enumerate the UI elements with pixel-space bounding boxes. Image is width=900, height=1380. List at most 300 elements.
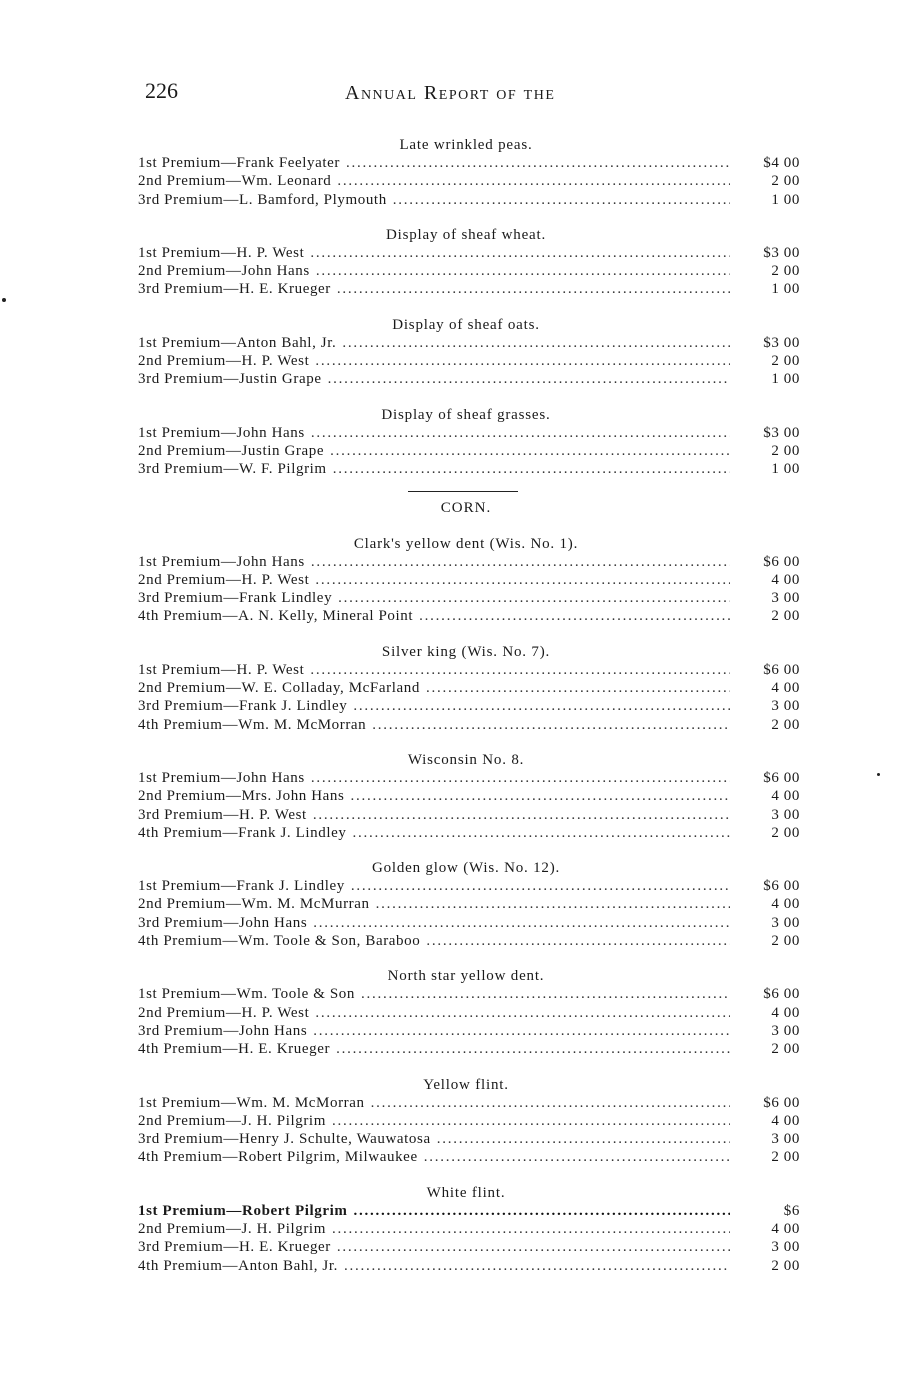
dot-leader [315,571,730,589]
dot-leader [337,280,730,298]
premium-row [138,172,800,190]
premium-row [138,1148,800,1166]
dot-leader [352,824,730,842]
premium-label [138,553,305,571]
premium-label [138,1148,418,1166]
premium-amount: 3 00 [771,698,800,715]
premium-dash: — [223,806,239,823]
premium-row [138,1112,800,1130]
premium-place: 3rd [138,698,160,715]
premium-place: 3rd [138,590,160,607]
premium-amount: 3 00 [771,1131,800,1148]
premium-row [138,806,800,824]
premium-row [138,553,800,571]
premium-amount: 4 00 [771,1220,800,1237]
premium-place: 4th [138,608,159,625]
premium-row [138,787,800,805]
dot-leader [332,1220,730,1238]
section-title: North star yellow dent. [387,968,545,985]
premium-word: Premium [162,1202,227,1219]
premium-place: 1st [138,878,158,895]
premium-label [138,769,305,787]
dot-leader [313,914,730,932]
premium-amount: 4 00 [771,680,800,697]
premium-winner: Frank J. Lindley [236,878,345,895]
section-title: Silver king (Wis. No. 7). [381,643,551,660]
premium-dash: — [225,173,242,190]
premium-word: Premium [164,698,224,715]
dot-leader [371,1094,730,1112]
premium-dash: — [225,263,242,280]
premium-label [138,679,420,697]
dot-leader [316,262,730,280]
premium-word: Premium [166,263,226,280]
dot-leader [330,442,730,460]
premium-word: Premium [161,424,221,441]
premium-label [138,1238,331,1256]
premium-winner: Robert Pilgrim, Milwaukee [238,1149,418,1166]
premium-label [138,280,331,298]
premium-dash: — [225,1112,242,1129]
premium-amount: 4 00 [771,1112,800,1129]
premium-winner: Wm. Toole & Son, Baraboo [238,933,421,950]
premium-label [138,370,322,388]
dot-leader [313,806,730,824]
premium-word: Premium [161,553,221,570]
premium-word: Premium [166,788,226,805]
premium-place: 2nd [138,1112,163,1129]
premium-label [138,334,336,352]
section-title: Wisconsin No. 8. [407,751,525,768]
dot-leader [336,1040,730,1058]
premium-dash: — [222,824,239,841]
premium-winner: Frank J. Lindley [238,698,348,715]
premium-amount: 2 00 [771,173,800,190]
premium-place: 2nd [138,263,163,280]
premium-word: Premium [161,878,221,895]
premium-winner: Anton Bahl, Jr. [238,1257,338,1274]
dot-leader [344,1257,730,1275]
premium-row [138,571,800,589]
premium-place: 1st [138,424,158,441]
premium-place: 3rd [138,461,160,478]
premium-row [138,895,800,913]
premium-amount: 3 00 [771,1239,800,1256]
premium-place: 2nd [138,788,163,805]
premium-place: 2nd [138,571,163,588]
premium-row [138,352,800,370]
premium-winner: J. H. Pilgrim [241,1112,326,1129]
premium-word: Premium [164,461,224,478]
premium-dash: — [223,914,239,931]
premium-label [138,1022,307,1040]
premium-word: Premium [164,371,224,388]
premium-label [138,172,331,190]
premium-dash: — [220,424,237,441]
premium-winner: H. P. West [236,661,305,678]
corn-heading: CORN. [440,499,492,516]
premium-row [138,280,800,298]
premium-row [138,154,800,172]
premium-label [138,1130,431,1148]
premium-place: 3rd [138,191,160,208]
premium-row [138,589,800,607]
premium-label [138,191,387,209]
premium-label [138,442,324,460]
premium-word: Premium [161,661,221,678]
premium-winner: Wm. M. McMorran [238,716,367,733]
premium-winner: Anton Bahl, Jr. [236,334,337,351]
dot-leader [310,244,730,262]
dot-leader [337,1238,730,1256]
premium-place: 2nd [138,680,163,697]
premium-winner: Wm. M. McMorran [236,1094,365,1111]
premium-dash: — [223,1022,239,1039]
premium-word: Premium [164,1131,224,1148]
section-title: Late wrinkled peas. [399,137,533,153]
premium-dash: — [225,1004,242,1021]
premium-row [138,824,800,842]
premium-word: Premium [164,914,224,931]
premium-label [138,1112,326,1130]
scan-speck [2,298,6,302]
section-title: Clark's yellow dent (Wis. No. 1). [353,535,579,552]
premium-winner: J. H. Pilgrim [241,1220,326,1237]
premium-place: 3rd [138,806,160,823]
dot-leader [311,424,730,442]
dot-leader [311,769,730,787]
premium-place: 3rd [138,914,160,931]
dot-leader [424,1148,730,1166]
dot-leader [310,661,730,679]
premium-dash: — [225,1220,242,1237]
premium-amount: 3 00 [771,914,800,931]
premium-amount: 4 00 [771,571,800,588]
premium-word: Premium [164,1022,224,1039]
dot-leader [315,1004,730,1022]
premium-dash: — [225,680,242,697]
premium-dash: — [225,571,242,588]
premium-place: 2nd [138,173,163,190]
premium-place: 1st [138,986,158,1003]
dot-leader [393,191,730,209]
premium-word: Premium [163,608,223,625]
premium-place: 1st [138,553,158,570]
premium-amount: 2 00 [771,353,800,370]
premium-amount: 1 00 [771,191,800,208]
premium-row [138,769,800,787]
premium-place: 3rd [138,1239,160,1256]
premium-label [138,589,332,607]
premium-dash: — [222,608,239,625]
premium-amount: 4 00 [771,788,800,805]
premium-label [138,1040,330,1058]
premium-amount: 2 00 [771,1041,800,1058]
premium-amount: 2 00 [771,933,800,950]
premium-place: 1st [138,155,158,171]
premium-amount: $3 00 [763,334,800,351]
premium-word: Premium [161,769,221,786]
premium-dash: — [223,191,239,208]
premium-amount: 2 00 [771,442,800,459]
premium-row [138,460,800,478]
premium-amount: 1 00 [771,461,800,478]
premium-winner: H. P. West [241,571,310,588]
premium-winner: H. E. Krueger [238,1041,331,1058]
premium-amount: $6 00 [763,661,800,678]
premium-label [138,895,370,913]
premium-winner: Frank Lindley [238,590,333,607]
premium-winner: John Hans [236,553,305,570]
section-divider [408,491,518,492]
premium-label [138,985,355,1003]
premium-dash: — [225,353,242,370]
premium-dash: — [220,661,237,678]
premium-label [138,1202,347,1220]
premium-row [138,334,800,352]
premium-winner: Wm. Leonard [241,173,332,190]
premium-winner: Robert Pilgrim [242,1202,348,1219]
premium-word: Premium [166,353,226,370]
dot-leader [342,334,730,352]
premium-winner: John Hans [238,914,308,931]
premium-amount: $6 00 [763,986,800,1003]
premium-row [138,1238,800,1256]
premium-amount: 2 00 [771,608,800,625]
premium-place: 4th [138,1149,159,1166]
premium-word: Premium [166,1220,226,1237]
section-title: Yellow flint. [423,1076,509,1093]
premium-row [138,191,800,209]
premium-row [138,877,800,895]
premium-winner: Mrs. John Hans [241,788,345,805]
premium-row [138,607,800,625]
premium-row [138,679,800,697]
dot-leader [315,352,730,370]
premium-amount: 2 00 [771,1257,800,1274]
premium-amount: 2 00 [771,824,800,841]
premium-word: Premium [166,571,226,588]
premium-row [138,424,800,442]
premium-dash: — [223,698,239,715]
premium-label [138,661,304,679]
premium-winner: Henry J. Schulte, Wauwatosa [238,1131,431,1148]
premium-dash: — [222,1041,239,1058]
premium-amount: $6 00 [763,878,800,895]
premium-label [138,244,304,262]
premium-row [138,932,800,950]
dot-leader [337,172,730,190]
premium-winner: Frank Feelyater [236,155,341,171]
premium-label [138,932,420,950]
section-title: Golden glow (Wis. No. 12). [371,860,561,877]
premium-winner: Frank J. Lindley [238,824,347,841]
premium-place: 3rd [138,1131,160,1148]
premium-place: 1st [138,1202,159,1219]
section-title: Display of sheaf grasses. [381,406,551,423]
premium-word: Premium [164,806,224,823]
premium-word: Premium [166,680,226,697]
premium-word: Premium [163,1149,223,1166]
premium-amount: 4 00 [771,896,800,913]
premium-place: 3rd [138,281,160,298]
premium-place: 1st [138,244,158,261]
premium-dash: — [222,1149,239,1166]
premium-word: Premium [164,191,224,208]
premium-amount: 2 00 [771,1149,800,1166]
premium-winner: L. Bamford, Plymouth [238,191,387,208]
premium-place: 1st [138,1094,158,1111]
premium-amount: 4 00 [771,1004,800,1021]
premium-winner: Justin Grape [241,442,325,459]
premium-place: 2nd [138,442,163,459]
premium-dash: — [222,716,239,733]
premium-place: 4th [138,716,159,733]
premium-row [138,1257,800,1275]
premium-place: 2nd [138,353,163,370]
premium-dash: — [223,1239,239,1256]
premium-dash: — [225,788,242,805]
premium-label [138,1257,338,1275]
premium-dash: — [220,244,237,261]
premium-word: Premium [161,986,221,1003]
dot-leader [361,985,730,1003]
premium-dash: — [223,1131,239,1148]
premium-amount: 2 00 [771,263,800,280]
premium-word: Premium [166,173,226,190]
premium-winner: H. P. West [241,353,310,370]
premium-word: Premium [163,1257,223,1274]
premium-place: 4th [138,933,159,950]
premium-word: Premium [164,590,224,607]
premium-amount: $6 00 [763,769,800,786]
premium-dash: — [220,769,237,786]
premium-row [138,1004,800,1022]
premium-label [138,460,327,478]
premium-winner: H. P. West [238,806,307,823]
premium-winner: Wm. Toole & Son [236,986,355,1003]
premium-dash: — [220,553,237,570]
premium-word: Premium [161,244,221,261]
premium-place: 4th [138,824,159,841]
premium-amount: $6 00 [763,1094,800,1111]
premium-dash: — [223,590,239,607]
premium-winner: John Hans [238,1022,308,1039]
premium-word: Premium [161,155,221,171]
premium-place: 3rd [138,1022,160,1039]
premium-row [138,985,800,1003]
premium-label [138,607,413,625]
premium-row [138,1202,800,1220]
premium-label [138,877,345,895]
running-head: Annual Report of the [345,82,556,104]
premium-word: Premium [163,1041,223,1058]
premium-dash: — [220,1094,237,1111]
premium-dash: — [222,933,239,950]
premium-winner: W. E. Colladay, McFarland [241,680,420,697]
section-title: White flint. [426,1184,506,1201]
premium-dash: — [222,1257,239,1274]
section-title: Display of sheaf wheat. [385,226,547,243]
premium-list [138,136,800,1275]
premium-dash: — [226,1202,243,1219]
dot-leader [346,154,730,172]
premium-word: Premium [163,824,223,841]
premium-label [138,806,307,824]
premium-winner: Justin Grape [238,371,322,388]
dot-leader [332,1112,730,1130]
premium-label [138,1004,309,1022]
premium-dash: — [225,896,242,913]
premium-dash: — [223,461,239,478]
premium-word: Premium [164,281,224,298]
premium-word: Premium [163,933,223,950]
premium-row [138,1130,800,1148]
premium-label [138,1094,365,1112]
premium-label [138,424,305,442]
dot-leader [351,877,730,895]
premium-winner: H. E. Krueger [238,281,331,298]
premium-dash: — [220,334,237,351]
premium-label [138,262,310,280]
premium-word: Premium [166,1004,226,1021]
premium-amount: 3 00 [771,1022,800,1039]
premium-place: 1st [138,769,158,786]
premium-row [138,1220,800,1238]
premium-word: Premium [166,442,226,459]
premium-label [138,1220,326,1238]
premium-label [138,571,309,589]
premium-word: Premium [164,1239,224,1256]
premium-winner: H. P. West [236,244,305,261]
premium-row [138,370,800,388]
premium-winner: H. P. West [241,1004,310,1021]
dot-leader [350,787,730,805]
premium-row [138,1040,800,1058]
premium-winner: A. N. Kelly, Mineral Point [238,608,414,625]
dot-leader [437,1130,730,1148]
premium-row [138,716,800,734]
premium-label [138,914,307,932]
premium-winner: H. E. Krueger [238,1239,331,1256]
premium-dash: — [220,155,237,171]
premium-amount: 3 00 [771,590,800,607]
dot-leader [311,553,730,571]
premium-place: 3rd [138,371,160,388]
dot-leader [353,1202,730,1220]
premium-winner: John Hans [236,769,305,786]
premium-place: 4th [138,1257,159,1274]
premium-dash: — [223,371,239,388]
page-number: 226 [145,78,178,103]
premium-amount: 1 00 [771,281,800,298]
dot-leader [372,716,730,734]
premium-amount: 3 00 [771,806,800,823]
dot-leader [376,895,730,913]
premium-amount: 1 00 [771,371,800,388]
dot-leader [333,460,730,478]
premium-place: 2nd [138,1004,163,1021]
premium-place: 1st [138,334,158,351]
premium-amount: $6 [783,1202,800,1219]
premium-word: Premium [161,1094,221,1111]
premium-dash: — [225,442,242,459]
premium-dash: — [220,878,237,895]
premium-word: Premium [163,716,223,733]
premium-word: Premium [166,1112,226,1129]
premium-dash: — [220,986,237,1003]
premium-row [138,1022,800,1040]
